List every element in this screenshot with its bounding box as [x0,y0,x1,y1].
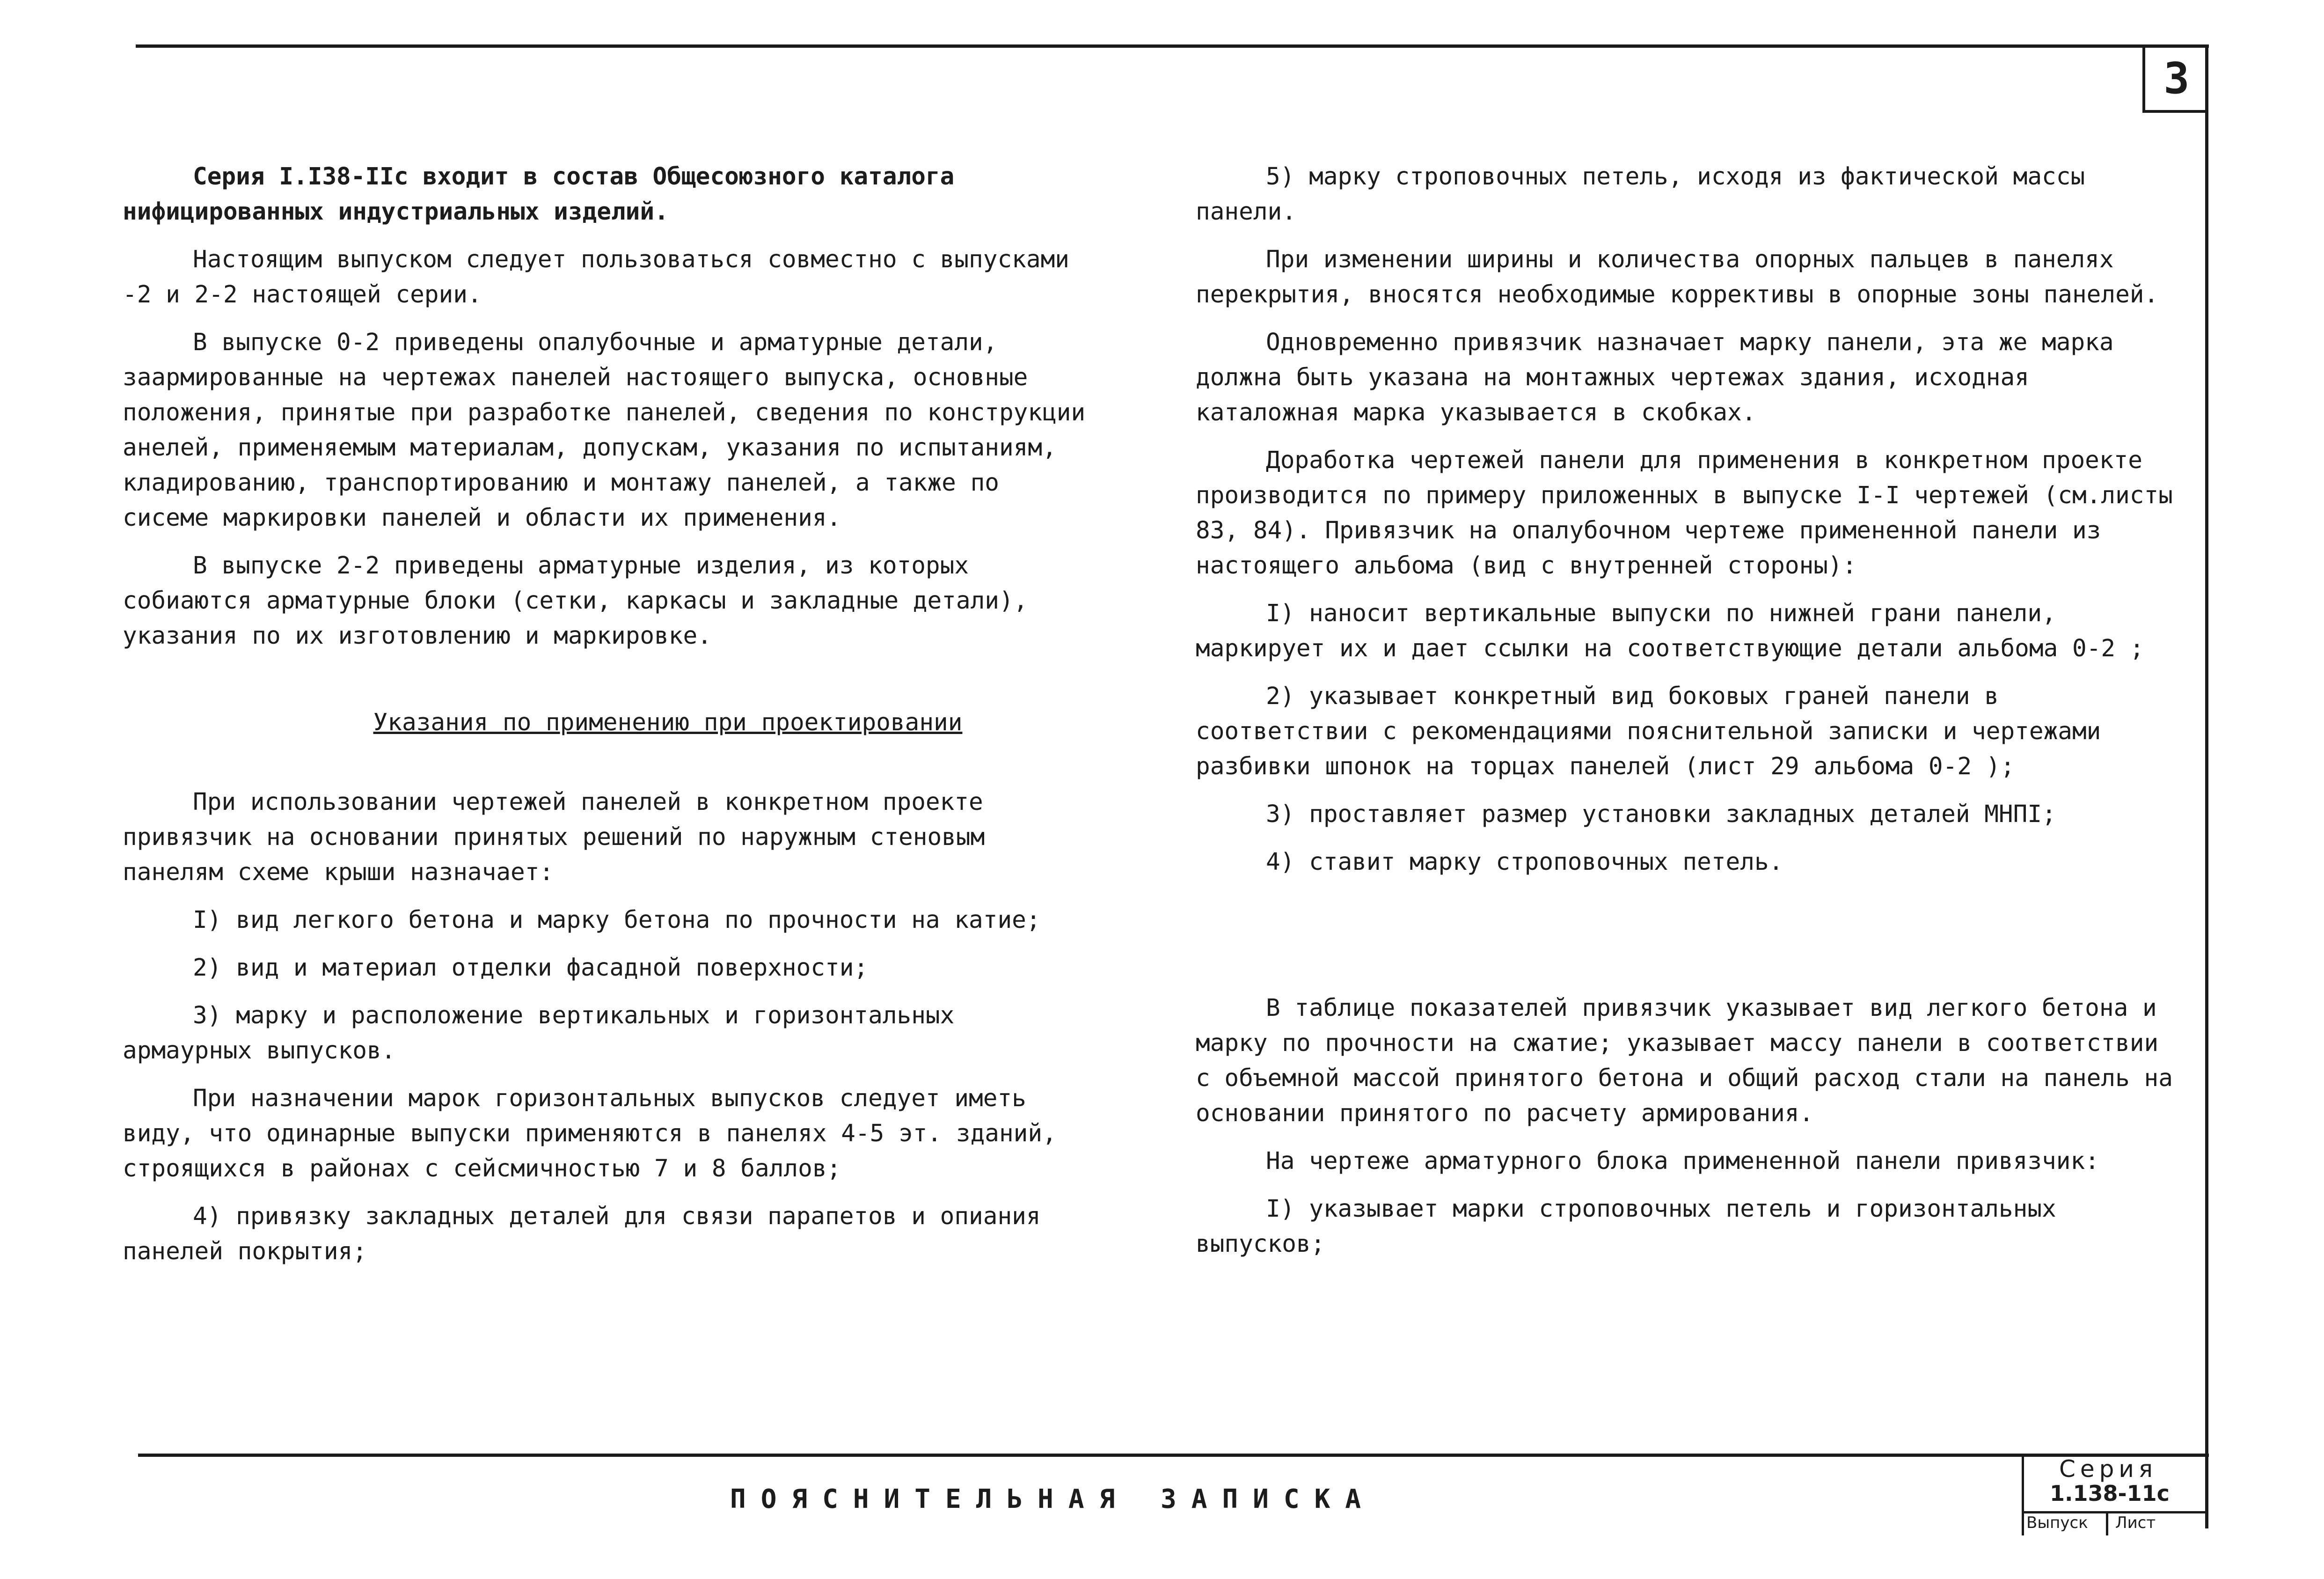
left-paragraph-5: При использовании чертежей панелей в конкретном проекте привязчик на основании принятых решений по наружным стеновым панелям схеме крыши назначает: [123,788,985,886]
left-paragraph-4: В выпуске 2-2 приведены арматурные изделия, из которых собиаются арматурные блоки (сетки, каркасы и закладные детали), указания по их изготовлению и маркировке. [123,552,1028,650]
stamp-issue-label: Выпуск [2026,1513,2088,1532]
right-paragraph-3: Одновременно привязчик назначает марку панели, эта же марка должна быть указана на монтажных чертежах здания, исходная каталожная марка указывается в скобках. [1196,329,2114,426]
column-spacer [1196,892,2183,991]
right-paragraph-2: При изменении ширины и количества опорных пальцев в панелях перекрытия, вносятся необходимые коррективы в опорные зоны панелей. [1196,246,2159,308]
title-block-stamp [2022,1454,2205,1535]
right-paragraph-11: I) указывает марки строповочных петель и горизонтальных выпусков; [1196,1195,2056,1258]
right-paragraph-8: 4) ставит марку строповочных петель. [1266,848,1783,876]
stamp-series-code: 1.138-11с [2050,1481,2170,1506]
right-paragraph-7: 3) проставляет размер установки закладных деталей МНПI; [1266,801,2056,828]
right-paragraph-10: На чертеже арматурного блока примененной панели привязчик: [1266,1147,2099,1175]
right-paragraph-6: 2) указывает конкретный вид боковых граней панели в соответствии с рекомендациями пояснительной записки и чертежами разбивки шпонок на торцах панелей (лист 29 альбома 0-2 ); [1196,683,2101,780]
right-paragraph-9: В таблице показателей привязчик указывает вид легкого бетона и марку по прочности на сжатие; указывает массу панели в соответствии с объемной массой принятого бетона и общий расход стали на панель на основании принятого по расчету армирования. [1196,994,2173,1127]
page-number-box [2142,47,2208,113]
left-column [123,159,1096,1282]
stamp-left-border [2022,1454,2024,1535]
right-paragraph-5: I) наносит вертикальные выпуски по нижней грани панели, маркирует их и дает ссылки на соответствующие детали альбома 0-2 ; [1196,600,2144,662]
page-number: 3 [2163,53,2190,103]
stamp-series-label: Серия [2059,1455,2157,1483]
left-paragraph-7: 2) вид и материал отделки фасадной поверхности; [193,954,869,982]
frame-right-line [2205,44,2208,1528]
stamp-sheet-label: Лист [2115,1513,2156,1532]
left-paragraph-3: В выпуске 0-2 приведены опалубочные и арматурные детали, заармированные на чертежах панелей настоящего выпуска, основные положения, принятые при разработке панелей, сведения по конструкции анелей, применяемым материалам, допускам, указания по испытаниям, кладированию, транспортированию и монтажу панелей, а также по сисеме маркировки панелей и области их применения. [123,329,1086,532]
left-paragraph-9: При назначении марок горизонтальных выпусков следует иметь виду, что одинарные выпуски применяются в панелях 4-5 эт. зданий, строящихся в районах с сейсмичностью 7 и 8 баллов; [123,1085,1057,1182]
left-paragraph-10: 4) привязку закладных деталей для связи парапетов и опиания панелей покрытия; [123,1203,1041,1265]
left-paragraph-2: Настоящим выпуском следует пользоваться совместно с выпусками -2 и 2-2 настоящей серии. [123,246,1069,308]
frame-top-line [136,44,2209,48]
right-paragraph-1: 5) марку строповочных петель, исходя из фактической массы панели. [1196,163,2085,226]
frame-bottom-line [138,1454,2209,1457]
left-paragraph-1: Серия I.I38-IIс входит в состав Общесоюзного каталога нифицированных индустриальных изделий. [123,163,955,226]
footer-title: ПОЯСНИТЕЛЬНАЯ ЗАПИСКА [730,1484,1376,1514]
left-paragraph-6: I) вид легкого бетона и марку бетона по прочности на катие; [193,906,1041,934]
section-heading: Указания по применению при проектировании [373,709,963,736]
left-paragraph-8: 3) марку и расположение вертикальных и горизонтальных армаурных выпусков. [123,1002,955,1065]
stamp-cell-divider [2106,1511,2108,1535]
right-column [1196,159,2183,1274]
right-paragraph-4: Доработка чертежей панели для применения в конкретном проекте производится по примеру приложенных в выпуске I-I чертежей (см.листы 83, 84). Привязчик на опалубочном чертеже примененной панели из настоящего альбома (вид с внутренней стороны): [1196,447,2173,580]
